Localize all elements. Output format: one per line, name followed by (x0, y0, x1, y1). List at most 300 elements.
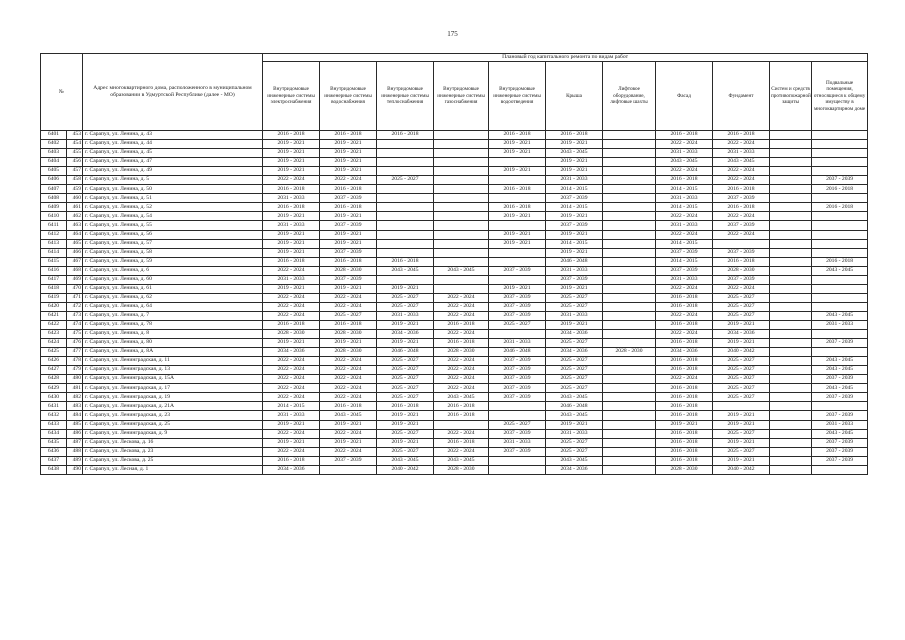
row-number: 6403 (41, 149, 67, 158)
row-year-cell (770, 176, 812, 185)
header-planned-year: Плановый год капитального ремонта по видам работ (263, 54, 868, 62)
table-row (41, 348, 868, 357)
row-year-cell (603, 248, 656, 257)
row-year-cell: 2028 - 2030 (320, 330, 377, 339)
row-address: г. Сарапул, ул. Ленина, д. 64 (83, 302, 263, 311)
row-year-cell: 2016 - 2018 (434, 320, 489, 329)
row-year-cell: 2016 - 2018 (656, 456, 713, 465)
row-year-cell (434, 176, 489, 185)
row-year-cell: 2022 - 2024 (713, 176, 770, 185)
row-year-cell: 2031 - 2033 (263, 194, 320, 203)
row-year-cell: 2043 - 2045 (320, 411, 377, 420)
row-year-cell (603, 203, 656, 212)
row-year-cell (489, 402, 546, 411)
row-number: 6412 (41, 230, 67, 239)
row-year-cell (603, 140, 656, 149)
row-year-cell: 2019 - 2021 (546, 230, 603, 239)
row-year-cell: 2025 - 2027 (713, 375, 770, 384)
row-year-cell: 2040 - 2042 (377, 465, 434, 474)
header-work-type: Фасад (656, 62, 713, 131)
row-address: г. Сарапул, ул. Ленинградская, д. 19 (83, 393, 263, 402)
row-year-cell (603, 230, 656, 239)
row-local-number: 455 (67, 149, 83, 158)
row-year-cell (603, 339, 656, 348)
row-address: г. Сарапул, ул. Ленина, д. 62 (83, 293, 263, 302)
row-year-cell: 2022 - 2024 (713, 167, 770, 176)
row-year-cell: 2037 - 2039 (489, 447, 546, 456)
row-year-cell: 2022 - 2024 (263, 375, 320, 384)
row-year-cell: 2019 - 2021 (489, 212, 546, 221)
row-year-cell: 2016 - 2018 (377, 131, 434, 140)
row-year-cell: 2025 - 2027 (713, 393, 770, 402)
row-year-cell (812, 158, 868, 167)
row-number: 6405 (41, 167, 67, 176)
row-year-cell: 2028 - 2030 (320, 348, 377, 357)
row-year-cell (812, 348, 868, 357)
row-year-cell: 2025 - 2027 (377, 393, 434, 402)
row-year-cell: 2022 - 2024 (320, 302, 377, 311)
row-local-number: 474 (67, 320, 83, 329)
table-row (41, 366, 868, 375)
row-year-cell: 2025 - 2027 (546, 438, 603, 447)
row-year-cell (377, 230, 434, 239)
row-year-cell: 2037 - 2039 (713, 275, 770, 284)
row-address: г. Сарапул, ул. Ленина, д. 61 (83, 284, 263, 293)
row-year-cell: 2019 - 2021 (263, 212, 320, 221)
row-year-cell: 2037 - 2039 (489, 393, 546, 402)
row-year-cell (603, 384, 656, 393)
row-year-cell (603, 366, 656, 375)
row-year-cell: 2031 - 2033 (377, 311, 434, 320)
table-row (41, 411, 868, 420)
row-year-cell (377, 212, 434, 221)
row-address: г. Сарапул, ул. Ленина, д. 60 (83, 275, 263, 284)
row-year-cell: 2031 - 2033 (489, 339, 546, 348)
row-year-cell: 2019 - 2021 (377, 438, 434, 447)
row-year-cell: 2037 - 2039 (489, 384, 546, 393)
row-number: 6433 (41, 420, 67, 429)
row-local-number: 466 (67, 248, 83, 257)
row-year-cell (770, 149, 812, 158)
row-year-cell: 2037 - 2039 (320, 456, 377, 465)
row-year-cell: 2034 - 2036 (377, 330, 434, 339)
row-year-cell: 2025 - 2027 (377, 384, 434, 393)
row-year-cell (489, 465, 546, 474)
row-year-cell: 2019 - 2021 (377, 339, 434, 348)
row-year-cell (770, 212, 812, 221)
row-year-cell (434, 284, 489, 293)
row-number: 6413 (41, 239, 67, 248)
row-year-cell: 2037 - 2039 (320, 221, 377, 230)
row-year-cell: 2037 - 2039 (489, 311, 546, 320)
row-year-cell: 2025 - 2027 (713, 384, 770, 393)
row-year-cell (770, 194, 812, 203)
row-address: г. Сарапул, ул. Ленинградская, д. 21А (83, 402, 263, 411)
row-number: 6421 (41, 311, 67, 320)
table-row (41, 203, 868, 212)
row-year-cell (489, 330, 546, 339)
row-year-cell (603, 293, 656, 302)
row-year-cell: 2022 - 2024 (656, 330, 713, 339)
row-number: 6401 (41, 131, 67, 140)
row-year-cell (812, 239, 868, 248)
row-year-cell (603, 420, 656, 429)
header-work-type: Внутридомовые инженерные системы электроснабжения (263, 62, 320, 131)
row-local-number: 459 (67, 185, 83, 194)
row-year-cell (770, 311, 812, 320)
row-year-cell: 2019 - 2021 (546, 167, 603, 176)
row-year-cell: 2037 - 2039 (812, 411, 868, 420)
row-year-cell (434, 257, 489, 266)
row-year-cell (377, 194, 434, 203)
row-number: 6429 (41, 384, 67, 393)
row-year-cell: 2025 - 2027 (546, 302, 603, 311)
row-year-cell: 2034 - 2036 (546, 348, 603, 357)
row-address: г. Сарапул, ул. Ленина, д. 49 (83, 167, 263, 176)
row-year-cell: 2019 - 2021 (546, 248, 603, 257)
row-year-cell: 2019 - 2021 (263, 167, 320, 176)
row-number: 6409 (41, 203, 67, 212)
table-row (41, 311, 868, 320)
table-row (41, 330, 868, 339)
table-row (41, 248, 868, 257)
row-year-cell: 2016 - 2018 (434, 339, 489, 348)
row-year-cell: 2031 - 2033 (489, 438, 546, 447)
row-year-cell (812, 302, 868, 311)
row-year-cell (603, 311, 656, 320)
row-year-cell: 2043 - 2045 (434, 456, 489, 465)
row-year-cell: 2028 - 2030 (603, 348, 656, 357)
row-year-cell (770, 357, 812, 366)
row-year-cell (770, 284, 812, 293)
row-year-cell (812, 140, 868, 149)
row-year-cell: 2025 - 2027 (377, 375, 434, 384)
row-local-number: 458 (67, 176, 83, 185)
row-year-cell (603, 447, 656, 456)
table-row (41, 320, 868, 329)
row-local-number: 465 (67, 239, 83, 248)
row-year-cell (603, 320, 656, 329)
row-address: г. Сарапул, ул. Ленина, д. 47 (83, 158, 263, 167)
row-local-number: 483 (67, 402, 83, 411)
row-year-cell (377, 149, 434, 158)
row-year-cell (603, 284, 656, 293)
row-year-cell (320, 465, 377, 474)
row-year-cell (812, 149, 868, 158)
row-local-number: 477 (67, 348, 83, 357)
row-year-cell: 2019 - 2021 (320, 284, 377, 293)
row-year-cell: 2022 - 2024 (320, 447, 377, 456)
row-year-cell (770, 221, 812, 230)
row-year-cell: 2019 - 2021 (713, 320, 770, 329)
row-year-cell: 2019 - 2021 (546, 158, 603, 167)
row-year-cell: 2025 - 2027 (377, 293, 434, 302)
row-year-cell: 2025 - 2027 (489, 420, 546, 429)
row-year-cell (603, 438, 656, 447)
row-year-cell: 2022 - 2024 (656, 375, 713, 384)
row-year-cell: 2037 - 2039 (812, 339, 868, 348)
row-local-number: 485 (67, 420, 83, 429)
row-year-cell: 2037 - 2039 (489, 302, 546, 311)
row-year-cell: 2037 - 2039 (320, 275, 377, 284)
row-year-cell: 2031 - 2033 (656, 221, 713, 230)
table-row (41, 275, 868, 284)
row-year-cell (603, 176, 656, 185)
row-year-cell: 2025 - 2027 (377, 176, 434, 185)
row-year-cell: 2025 - 2027 (546, 366, 603, 375)
row-year-cell: 2016 - 2018 (812, 257, 868, 266)
row-number: 6419 (41, 293, 67, 302)
row-year-cell: 2019 - 2021 (377, 284, 434, 293)
row-year-cell: 2019 - 2021 (713, 339, 770, 348)
row-year-cell: 2016 - 2018 (713, 185, 770, 194)
row-year-cell: 2022 - 2024 (713, 230, 770, 239)
row-year-cell (434, 158, 489, 167)
row-year-cell (603, 266, 656, 275)
row-year-cell: 2025 - 2027 (377, 357, 434, 366)
row-year-cell: 2016 - 2018 (656, 293, 713, 302)
row-year-cell: 2022 - 2024 (656, 140, 713, 149)
row-address: г. Сарапул, ул. Ленина, д. 43 (83, 131, 263, 140)
row-year-cell (603, 465, 656, 474)
row-year-cell: 2019 - 2021 (377, 320, 434, 329)
row-local-number: 460 (67, 194, 83, 203)
row-address: г. Сарапул, ул. Ленина, д. 45 (83, 149, 263, 158)
row-year-cell: 2019 - 2021 (320, 339, 377, 348)
row-year-cell: 2043 - 2045 (812, 357, 868, 366)
row-local-number: 462 (67, 212, 83, 221)
row-year-cell (812, 230, 868, 239)
row-year-cell: 2016 - 2018 (713, 257, 770, 266)
row-year-cell: 2019 - 2021 (713, 438, 770, 447)
table-row (41, 221, 868, 230)
row-year-cell: 2025 - 2027 (320, 311, 377, 320)
row-year-cell: 2043 - 2045 (812, 311, 868, 320)
row-number: 6425 (41, 348, 67, 357)
row-year-cell: 2025 - 2027 (546, 339, 603, 348)
row-local-number: 488 (67, 447, 83, 456)
row-local-number: 481 (67, 384, 83, 393)
row-year-cell: 2014 - 2015 (546, 203, 603, 212)
row-year-cell: 2019 - 2021 (263, 158, 320, 167)
row-year-cell: 2043 - 2045 (713, 158, 770, 167)
row-year-cell (770, 230, 812, 239)
row-address: г. Сарапул, ул. Лескова, д. 25 (83, 456, 263, 465)
row-year-cell: 2028 - 2030 (434, 348, 489, 357)
row-year-cell: 2022 - 2024 (263, 384, 320, 393)
row-year-cell (603, 402, 656, 411)
row-year-cell (812, 194, 868, 203)
header-work-type: Систем и средств противопожарной защиты (770, 62, 812, 131)
row-year-cell (434, 212, 489, 221)
row-year-cell: 2022 - 2024 (434, 366, 489, 375)
row-number: 6417 (41, 275, 67, 284)
row-year-cell: 2037 - 2039 (489, 366, 546, 375)
row-year-cell (770, 239, 812, 248)
row-number: 6437 (41, 456, 67, 465)
table-row (41, 456, 868, 465)
row-local-number: 476 (67, 339, 83, 348)
row-year-cell (434, 420, 489, 429)
row-address: г. Сарапул, ул. Ленина, д. 8А (83, 348, 263, 357)
row-year-cell (770, 131, 812, 140)
row-year-cell: 2022 - 2024 (434, 311, 489, 320)
row-year-cell: 2037 - 2039 (489, 293, 546, 302)
row-year-cell (489, 411, 546, 420)
row-year-cell (812, 402, 868, 411)
row-year-cell (770, 402, 812, 411)
header-work-type: Лифтовое оборудование, лифтовые шахты (603, 62, 656, 131)
row-year-cell: 2016 - 2018 (656, 366, 713, 375)
row-address: г. Сарапул, ул. Ленина, д. 44 (83, 140, 263, 149)
row-year-cell: 2046 - 2048 (377, 348, 434, 357)
row-year-cell: 2031 - 2033 (812, 320, 868, 329)
row-year-cell: 2016 - 2018 (656, 393, 713, 402)
row-year-cell: 2022 - 2024 (656, 284, 713, 293)
row-year-cell: 2022 - 2024 (713, 140, 770, 149)
row-year-cell: 2014 - 2015 (656, 257, 713, 266)
row-year-cell (603, 330, 656, 339)
row-year-cell (770, 293, 812, 302)
row-year-cell: 2034 - 2036 (263, 348, 320, 357)
row-year-cell: 2016 - 2018 (812, 203, 868, 212)
row-year-cell: 2025 - 2027 (377, 429, 434, 438)
row-local-number: 489 (67, 456, 83, 465)
row-year-cell: 2028 - 2030 (434, 465, 489, 474)
row-year-cell (770, 330, 812, 339)
row-year-cell (489, 176, 546, 185)
row-year-cell: 2022 - 2024 (263, 176, 320, 185)
row-year-cell (770, 384, 812, 393)
row-year-cell (812, 293, 868, 302)
row-local-number: 468 (67, 266, 83, 275)
row-year-cell: 2019 - 2021 (489, 167, 546, 176)
row-year-cell: 2019 - 2021 (263, 284, 320, 293)
row-year-cell: 2040 - 2042 (713, 348, 770, 357)
row-year-cell: 2016 - 2018 (489, 185, 546, 194)
row-year-cell: 2031 - 2033 (263, 411, 320, 420)
row-year-cell (812, 465, 868, 474)
row-year-cell: 2022 - 2024 (713, 284, 770, 293)
row-year-cell (812, 248, 868, 257)
row-year-cell: 2019 - 2021 (489, 149, 546, 158)
row-local-number: 473 (67, 311, 83, 320)
row-year-cell: 2019 - 2021 (546, 320, 603, 329)
row-year-cell: 2016 - 2018 (377, 257, 434, 266)
row-year-cell: 2037 - 2039 (656, 248, 713, 257)
row-year-cell (377, 239, 434, 248)
row-number: 6424 (41, 339, 67, 348)
row-year-cell: 2019 - 2021 (263, 420, 320, 429)
row-year-cell: 2025 - 2027 (713, 366, 770, 375)
row-year-cell (770, 456, 812, 465)
row-number: 6407 (41, 185, 67, 194)
row-number: 6423 (41, 330, 67, 339)
row-year-cell (770, 302, 812, 311)
table-row (41, 384, 868, 393)
table-row (41, 375, 868, 384)
row-year-cell (603, 239, 656, 248)
row-number: 6408 (41, 194, 67, 203)
row-local-number: 456 (67, 158, 83, 167)
table-row (41, 429, 868, 438)
row-year-cell (812, 221, 868, 230)
row-year-cell: 2043 - 2045 (812, 429, 868, 438)
row-year-cell (770, 375, 812, 384)
row-year-cell (377, 167, 434, 176)
row-year-cell: 2016 - 2018 (656, 429, 713, 438)
row-year-cell (812, 131, 868, 140)
row-year-cell: 2022 - 2024 (434, 293, 489, 302)
row-number: 6402 (41, 140, 67, 149)
row-local-number: 480 (67, 375, 83, 384)
row-year-cell: 2019 - 2021 (546, 420, 603, 429)
row-year-cell: 2046 - 2048 (489, 348, 546, 357)
table-row (41, 239, 868, 248)
row-year-cell (489, 456, 546, 465)
row-year-cell: 2019 - 2021 (320, 140, 377, 149)
row-number: 6422 (41, 320, 67, 329)
row-year-cell (603, 456, 656, 465)
row-year-cell: 2014 - 2015 (656, 239, 713, 248)
row-year-cell (812, 330, 868, 339)
row-address: г. Сарапул, ул. Ленина, д. 78 (83, 320, 263, 329)
row-year-cell: 2037 - 2039 (546, 275, 603, 284)
row-number: 6427 (41, 366, 67, 375)
row-address: г. Сарапул, ул. Ленина, д. 57 (83, 239, 263, 248)
row-year-cell: 2031 - 2033 (263, 221, 320, 230)
row-year-cell (770, 140, 812, 149)
row-year-cell (489, 158, 546, 167)
row-year-cell (603, 149, 656, 158)
row-year-cell (377, 140, 434, 149)
row-local-number: 475 (67, 330, 83, 339)
row-year-cell (770, 348, 812, 357)
table-row (41, 339, 868, 348)
row-year-cell: 2025 - 2027 (377, 366, 434, 375)
row-year-cell: 2016 - 2018 (812, 185, 868, 194)
row-year-cell: 2022 - 2024 (434, 302, 489, 311)
row-year-cell: 2025 - 2027 (546, 357, 603, 366)
row-year-cell (603, 429, 656, 438)
row-year-cell: 2025 - 2027 (713, 293, 770, 302)
row-year-cell: 2016 - 2018 (320, 257, 377, 266)
row-year-cell: 2019 - 2021 (263, 438, 320, 447)
table-row (41, 293, 868, 302)
table-row (41, 131, 868, 140)
row-local-number: 482 (67, 393, 83, 402)
row-year-cell: 2025 - 2027 (713, 311, 770, 320)
row-year-cell (434, 221, 489, 230)
row-address: г. Сарапул, ул. Ленинградская, д. 13 (83, 366, 263, 375)
header-work-type: Фундамент (713, 62, 770, 131)
row-local-number: 471 (67, 293, 83, 302)
row-year-cell: 2022 - 2024 (320, 366, 377, 375)
row-year-cell: 2043 - 2045 (434, 266, 489, 275)
row-year-cell: 2019 - 2021 (263, 339, 320, 348)
row-year-cell: 2019 - 2021 (263, 230, 320, 239)
row-year-cell: 2019 - 2021 (656, 420, 713, 429)
row-year-cell (770, 438, 812, 447)
row-year-cell (812, 212, 868, 221)
row-local-number: 454 (67, 140, 83, 149)
row-year-cell: 2037 - 2039 (489, 266, 546, 275)
row-address: г. Сарапул, ул. Лесная, д. 1 (83, 465, 263, 474)
row-year-cell: 2037 - 2039 (812, 456, 868, 465)
row-year-cell: 2022 - 2024 (656, 167, 713, 176)
table-row (41, 302, 868, 311)
row-local-number: 472 (67, 302, 83, 311)
